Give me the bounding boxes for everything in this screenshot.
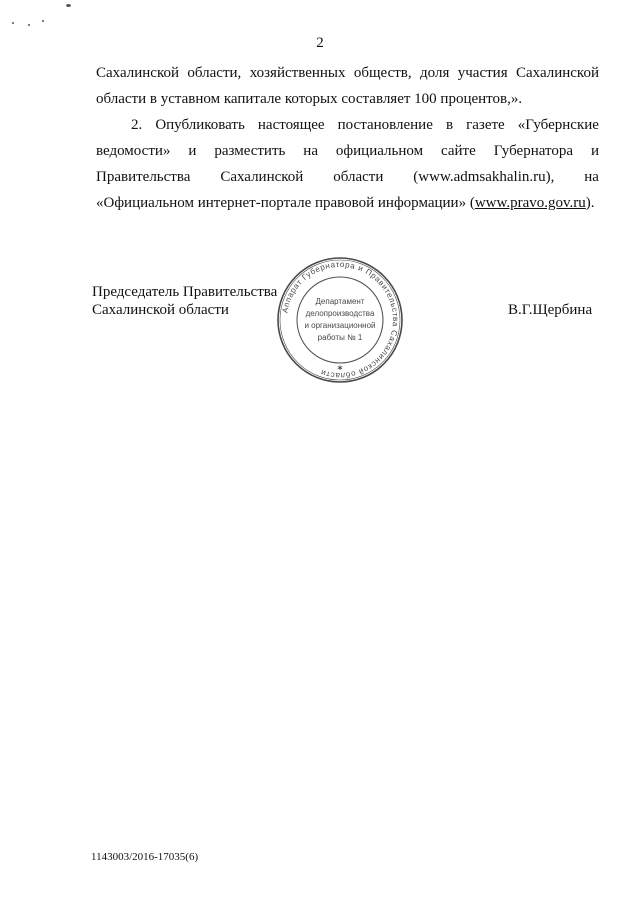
seal-center-line-3: и организационной [304, 321, 376, 330]
scan-speck [28, 24, 30, 26]
word: настоящее [257, 117, 325, 133]
word: ведомости» [96, 143, 171, 159]
word: «Губернские [517, 117, 599, 133]
word: хозяйственных [249, 65, 346, 81]
page-number: 2 [316, 35, 324, 51]
word: 2. [131, 117, 143, 133]
word: и [188, 143, 197, 159]
official-seal-stamp [275, 255, 405, 385]
seal-center-line-1: Департамент [315, 297, 365, 306]
signer-name: В.Г.Щербина [508, 302, 593, 318]
word: сайте [441, 143, 476, 159]
word: на [584, 169, 599, 185]
scan-speck [42, 20, 44, 22]
continuation-paragraph [96, 60, 599, 112]
continuation-line-2: области в уставном капитале которых составляет 100 процентов,». [96, 91, 523, 107]
word: газете [466, 117, 505, 133]
word: разместить [214, 143, 286, 159]
word: Правительства [96, 169, 191, 185]
item-2-line-2 [96, 138, 599, 164]
word: области, [187, 65, 242, 81]
word: доля [420, 65, 450, 81]
scan-speck [66, 4, 71, 7]
word: на [303, 143, 318, 159]
word: (www.admsakhalin.ru), [413, 169, 555, 185]
word: официальном [335, 143, 424, 159]
word: постановление [337, 117, 433, 133]
word: в [445, 117, 454, 133]
signer-title [92, 283, 277, 319]
word: Сахалинской [96, 65, 180, 81]
seal-center-line-2: делопроизводства [305, 309, 375, 318]
word: Сахалинской [220, 169, 304, 185]
line-4-prefix: «Официальном интернет-портале правовой информации» ( [96, 195, 475, 211]
signer-title-line-1: Председатель Правительства [92, 284, 278, 300]
item-2-line-1 [96, 112, 599, 138]
line-4-suffix: ). [585, 195, 595, 211]
document-registration-code: 1143003/2016-17035(6) [91, 851, 199, 863]
item-2-line-3 [96, 164, 599, 190]
word: и [590, 143, 599, 159]
item-2-line-4 [96, 190, 599, 216]
word: участия [457, 65, 508, 81]
word: Опубликовать [155, 117, 245, 133]
continuation-line-1 [96, 60, 599, 86]
seal-star-icon: ✶ [336, 363, 344, 373]
word: Сахалинской [515, 65, 599, 81]
seal-center-line-4: работы № 1 [317, 333, 363, 342]
scan-speck [12, 22, 14, 24]
seal-ring-text: Аппарат Губернатора и Правительства Сахалинской области [280, 259, 401, 381]
word: Губернатора [493, 143, 574, 159]
word: области [333, 169, 384, 185]
pravo-gov-link[interactable]: www.pravo.gov.ru [474, 195, 586, 211]
item-2-paragraph [96, 112, 599, 216]
word: обществ, [353, 65, 412, 81]
signer-title-line-2: Сахалинской области [92, 302, 229, 318]
